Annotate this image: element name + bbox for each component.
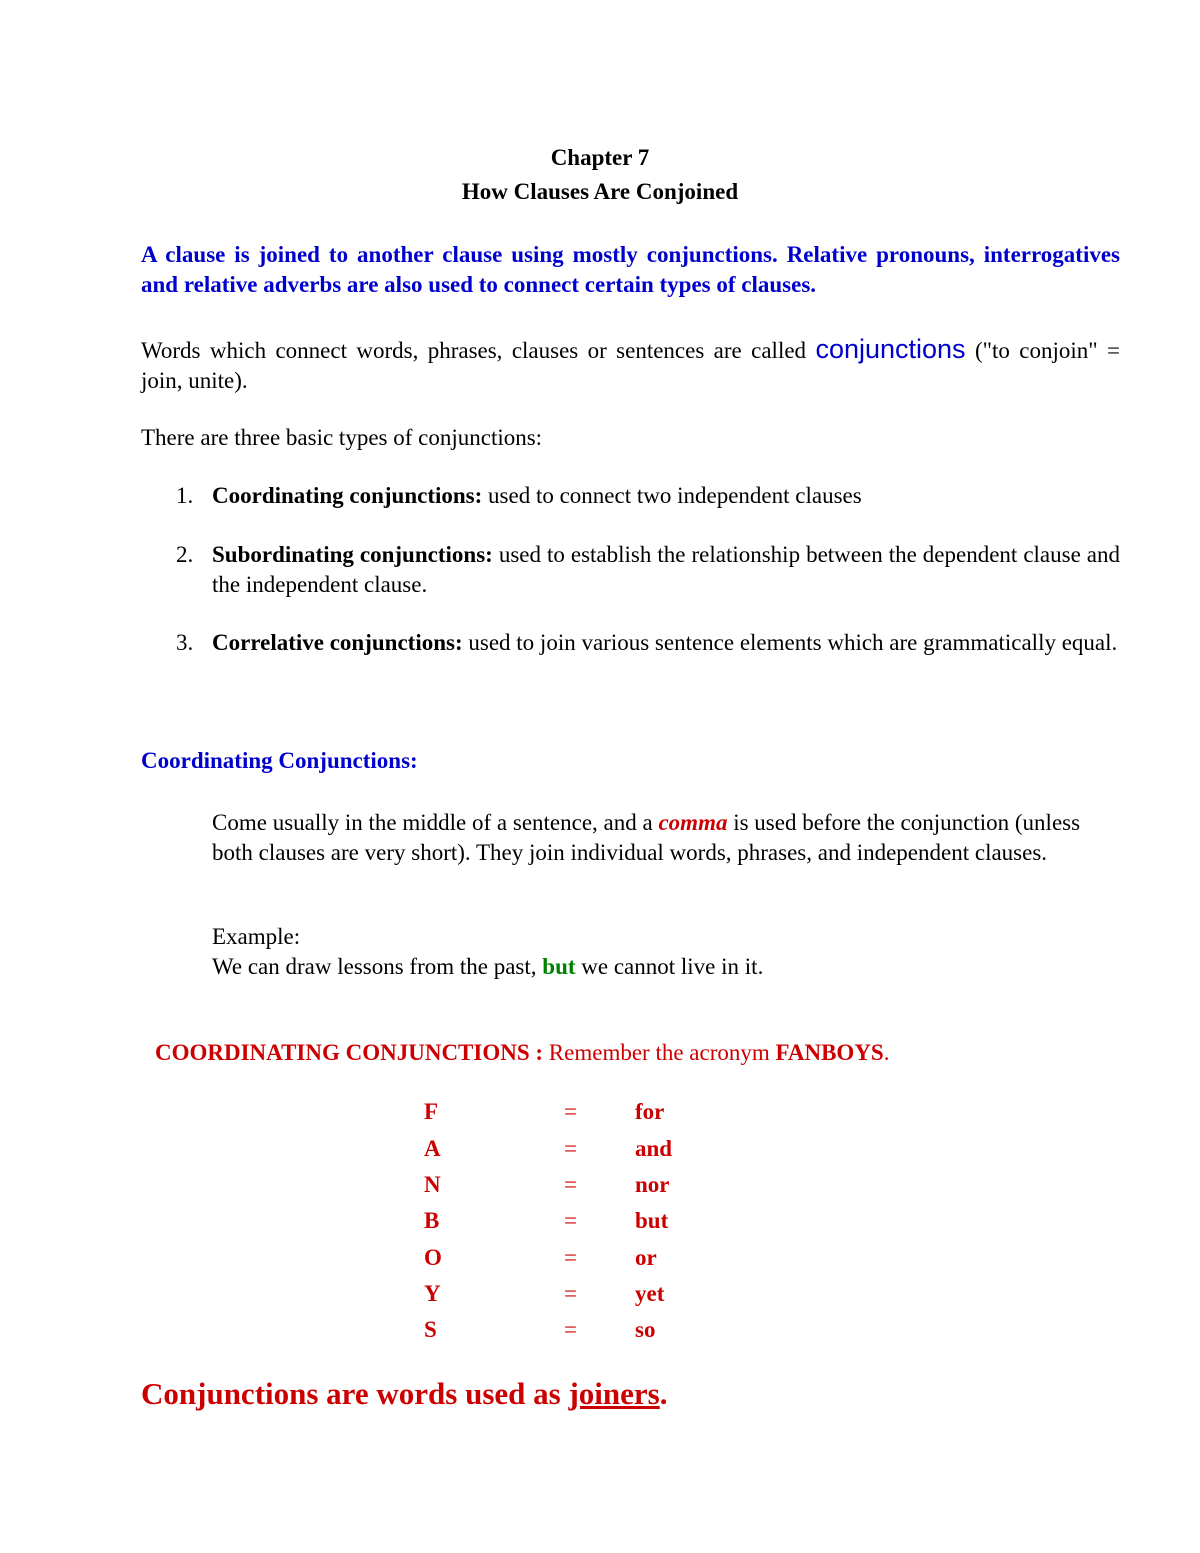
- example-before: We can draw lessons from the past,: [212, 954, 537, 979]
- type-number: 2.: [176, 542, 194, 567]
- type-number: 1.: [176, 483, 194, 508]
- fanboys-word: for: [635, 1099, 665, 1124]
- fanboys-equals: =: [564, 1281, 577, 1306]
- fanboys-letter: B: [424, 1208, 440, 1233]
- type-description: used to establish the relationship between the dependent clause and the independent clause.: [212, 542, 1121, 597]
- fanboys-equals: =: [564, 1099, 577, 1124]
- fanboys-word: and: [635, 1136, 673, 1161]
- type-label: Coordinating conjunctions:: [212, 483, 483, 508]
- chapter-number: Chapter 7: [550, 145, 650, 170]
- coordinating-description: [212, 808, 1112, 868]
- chapter-title: How Clauses Are Conjoined: [461, 179, 739, 204]
- type-item: [0, 628, 1200, 688]
- comma-emphasis: comma: [658, 810, 728, 835]
- fanboys-equals: =: [564, 1136, 577, 1161]
- closing-term: joiners: [568, 1376, 660, 1411]
- fanboys-equals: =: [564, 1208, 577, 1233]
- fanboys-heading-rest: Remember the acronym: [548, 1040, 770, 1065]
- example-sentence: [212, 952, 1112, 982]
- example-label: Example:: [212, 924, 301, 949]
- definition-term: conjunctions: [815, 334, 966, 364]
- fanboys-letter: A: [424, 1136, 441, 1161]
- fanboys-letter: O: [424, 1245, 442, 1270]
- fanboys-row: [0, 1206, 1200, 1236]
- fanboys-word: but: [635, 1208, 669, 1233]
- type-item: [0, 540, 1200, 600]
- type-text: [212, 628, 1120, 658]
- fanboys-equals: =: [564, 1317, 577, 1342]
- fanboys-word: or: [635, 1245, 657, 1270]
- fanboys-equals: =: [564, 1172, 577, 1197]
- fanboys-heading: [155, 1038, 1155, 1068]
- fanboys-row: [0, 1315, 1200, 1345]
- fanboys-word: so: [635, 1317, 656, 1342]
- type-text: [212, 481, 1120, 511]
- definition-before: Words which connect words, phrases, clauses or sentences are called: [141, 338, 807, 363]
- example-conjunction: but: [542, 954, 576, 979]
- type-description: used to connect two independent clauses: [488, 483, 862, 508]
- fanboys-word: yet: [635, 1281, 665, 1306]
- definition-after: ("to conjoin" = join, unite).: [141, 338, 1120, 393]
- type-label: Correlative conjunctions:: [212, 630, 463, 655]
- fanboys-equals: =: [564, 1245, 577, 1270]
- coordinating-desc-after: is used before the conjunction (unless both clauses are very short). They join individual words, phrases, and independent clauses.: [212, 810, 1081, 865]
- fanboys-row: [0, 1097, 1200, 1127]
- fanboys-letter: S: [424, 1317, 437, 1342]
- type-item: [0, 481, 1200, 511]
- fanboys-acronym: FANBOYS: [775, 1040, 884, 1065]
- closing-statement: [141, 1374, 1141, 1414]
- fanboys-row: [0, 1279, 1200, 1309]
- fanboys-row: [0, 1243, 1200, 1273]
- type-text: [212, 540, 1120, 600]
- definition-paragraph: [141, 334, 1120, 396]
- fanboys-period: .: [883, 1040, 890, 1065]
- coordinating-desc-before: Come usually in the middle of a sentence, and a: [212, 810, 653, 835]
- type-label: Subordinating conjunctions:: [212, 542, 493, 567]
- fanboys-heading-caps: COORDINATING CONJUNCTIONS :: [155, 1040, 544, 1065]
- fanboys-row: [0, 1134, 1200, 1164]
- closing-before: Conjunctions are words used as: [141, 1376, 561, 1411]
- example-after: we cannot live in it.: [581, 954, 764, 979]
- fanboys-letter: N: [424, 1172, 441, 1197]
- fanboys-word: nor: [635, 1172, 670, 1197]
- type-description: used to join various sentence elements which are grammatically equal.: [468, 630, 1118, 655]
- types-intro: There are three basic types of conjunctions:: [141, 425, 543, 450]
- fanboys-letter: Y: [424, 1281, 441, 1306]
- closing-period: .: [659, 1376, 668, 1411]
- fanboys-row: [0, 1170, 1200, 1200]
- type-number: 3.: [176, 630, 194, 655]
- intro-paragraph: A clause is joined to another clause using mostly conjunctions. Relative pronouns, interrogatives and relative adverbs are also used to connect certain types of clauses.: [141, 242, 1120, 297]
- coordinating-heading: Coordinating Conjunctions:: [141, 748, 418, 773]
- fanboys-letter: F: [424, 1099, 439, 1124]
